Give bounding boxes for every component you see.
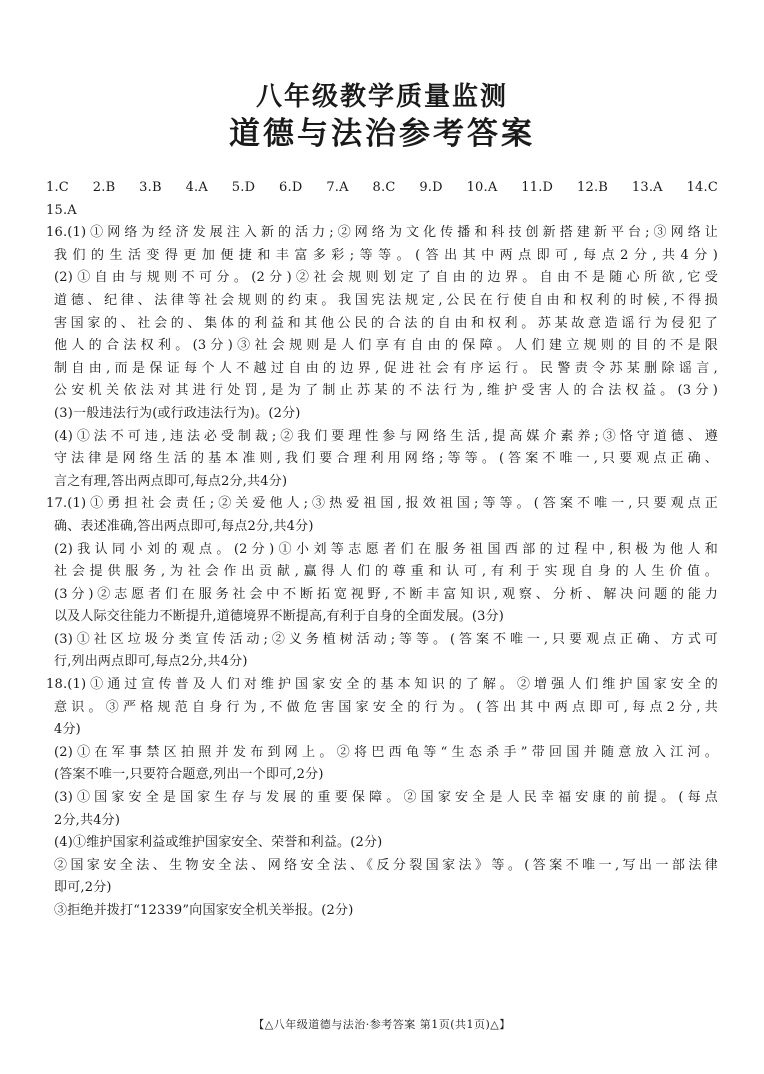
answer-line: (2)我认同小刘的观点。(2分)①小刘等志愿者们在服务祖国西部的过程中,积极为他人和 xyxy=(54,541,718,557)
answer-line: 守法律是网络生活的基本准则,我们要合理利用网络;等等。(答案不唯一,只要观点正确、 xyxy=(54,451,718,467)
answer-line: (3)一般违法行为(或行政违法行为)。(2分) xyxy=(54,405,301,421)
answer-line: 行,列出两点即可,每点2分,共4分) xyxy=(54,654,248,670)
answer-line: 18.(1)①通过宣传普及人们对维护国家安全的基本知识的了解。②增强人们维护国家安全的 xyxy=(46,677,718,693)
page-title: 八年级教学质量监测 xyxy=(255,82,508,112)
answer-line: (4)①法不可违,违法必受制裁;②我们要理性参与网络生活,提高媒介素养;③恪守道德、遵 xyxy=(54,428,718,444)
answer-line: 社会提供服务,为社会作出贡献,赢得人们的尊重和认可,有利于实现自身的人生价值。 xyxy=(54,564,718,580)
answer-line: 制自由,而是保证每个人不越过自由的边界,促进社会有序运行。民警责令苏某删除谣言, xyxy=(54,360,718,376)
page-subtitle: 道德与法治参考答案 xyxy=(229,116,535,152)
answer-line: 害国家的、社会的、集体的利益和其他公民的合法的自由和权利。苏某故意造谣行为侵犯了 xyxy=(54,315,718,331)
answer-line: (2)①在军事禁区拍照并发布到网上。②将巴西龟等“生态杀手”带回国并随意放入江河。 xyxy=(54,744,718,760)
answer-line: (答案不唯一,只要符合题意,列出一个即可,2分) xyxy=(54,767,324,783)
answer-line: 1.C 2.B 3.B 4.A 5.D 6.D 7.A 8.C 9.D 10.A 11.D 12.B 13.A 14.C xyxy=(46,180,718,195)
answer-line: (3)①国家安全是国家生存与发展的重要保障。②国家安全是人民幸福安康的前提。(每点 xyxy=(54,790,718,806)
answer-line: 4分) xyxy=(54,722,81,738)
page-footer: 【△八年级道德与法治·参考答案 第1页(共1页)△】 xyxy=(253,1018,511,1031)
answer-line: 他人的合法权利。(3分)③社会规则是人们享有自由的保障。人们建立规则的目的不是限 xyxy=(54,338,718,354)
answer-line: 道德、纪律、法律等社会规则的约束。我国宪法规定,公民在行使自由和权利的时候,不得损 xyxy=(54,292,718,308)
answer-line: 17.(1)①勇担社会责任;②关爱他人;③热爱祖国,报效祖国;等等。(答案不唯一,只要观点正 xyxy=(46,496,718,512)
answer-line: (3)①社区垃圾分类宣传活动;②义务植树活动;等等。(答案不唯一,只要观点正确、方式可 xyxy=(54,631,718,647)
answer-line: 15.A xyxy=(46,202,77,218)
answer-line: ②国家安全法、生物安全法、网络安全法、《反分裂国家法》等。(答案不唯一,写出一部法律 xyxy=(54,857,718,873)
answer-line: 以及人际交往能力不断提升,道德境界不断提高,有利于自身的全面发展。(3分) xyxy=(54,609,505,625)
answer-line: 公安机关依法对其进行处罚,是为了制止苏某的不法行为,维护受害人的合法权益。(3分) xyxy=(54,383,718,399)
answer-line: 即可,2分) xyxy=(54,880,112,896)
answer-line: 2分,共4分) xyxy=(54,812,121,828)
answer-line: (3分)②志愿者们在服务社会中不断拓宽视野,不断丰富知识,观察、分析、解决问题的能力 xyxy=(54,586,718,602)
answer-line: 言之有理,答出两点即可,每点2分,共4分) xyxy=(54,473,288,489)
answer-line: 意识。③严格规范自身行为,不做危害国家安全的行为。(答出其中两点即可,每点2分,共 xyxy=(54,699,718,715)
answer-line: ③拒绝并拨打“12339”向国家安全机关举报。(2分) xyxy=(54,903,354,918)
answer-line: (2)①自由与规则不可分。(2分)②社会规则划定了自由的边界。自由不是随心所欲,它受 xyxy=(54,270,718,286)
answer-line: 16.(1)①网络为经济发展注入新的活力;②网络为文化传播和科技创新搭建新平台;③网络让 xyxy=(46,225,718,241)
answer-line: 我们的生活变得更加便捷和丰富多彩;等等。(答出其中两点即可,每点2分,共4分) xyxy=(54,247,718,263)
answer-content xyxy=(46,177,718,923)
answer-line: (4)①维护国家利益或维护国家安全、荣誉和利益。(2分) xyxy=(54,835,383,851)
answer-line: 确、表述准确,答出两点即可,每点2分,共4分) xyxy=(54,518,314,534)
